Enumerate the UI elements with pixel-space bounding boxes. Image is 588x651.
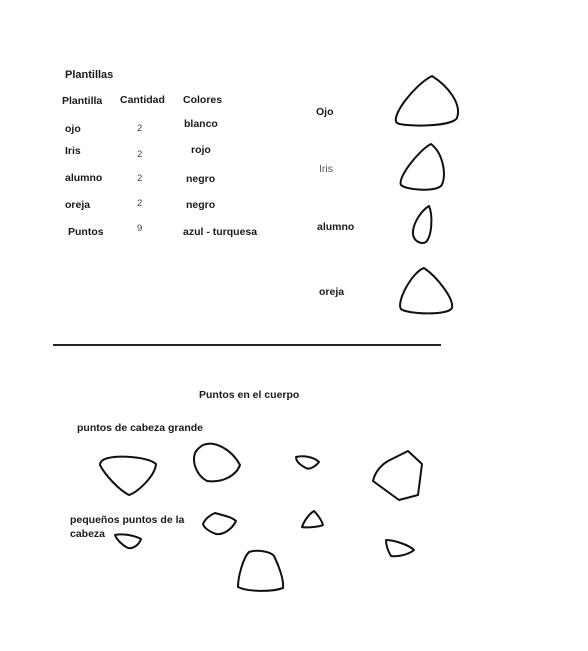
large-head-dot-shape: [238, 551, 283, 591]
body-dots-title: Puntos en el cuerpo: [199, 389, 300, 401]
shape-label-oreja: oreja: [319, 286, 345, 298]
header-template: Plantilla: [62, 95, 103, 107]
row-quantity: 2: [137, 149, 143, 160]
large-head-dot-shape: [100, 457, 156, 495]
row-color: negro: [186, 173, 216, 185]
row-color: blanco: [184, 118, 218, 130]
shape-label-iris: Iris: [319, 163, 333, 175]
large-head-dot-shape: [373, 451, 422, 500]
large-head-dots-label: puntos de cabeza grande: [77, 422, 204, 434]
row-quantity: 2: [137, 198, 143, 209]
pupil-template-shape: [413, 206, 431, 243]
row-name: oreja: [65, 199, 91, 211]
eye-template-shape: [396, 76, 458, 126]
row-quantity: 2: [137, 173, 143, 184]
large-head-dot-shape: [194, 444, 240, 482]
row-name: alumno: [65, 172, 103, 184]
row-color: azul - turquesa: [183, 226, 258, 238]
small-head-dots-label: pequeños puntos de la cabeza: [70, 514, 185, 541]
shape-label-ojo: Ojo: [316, 106, 334, 118]
section-divider: [53, 344, 441, 346]
row-name: Puntos: [68, 226, 104, 238]
small-head-dot-shape: [203, 513, 236, 534]
row-quantity: 9: [137, 223, 143, 234]
large-head-dot-shape: [296, 456, 319, 468]
small-head-dot-shape: [386, 540, 414, 556]
row-name: Iris: [65, 145, 81, 157]
small-head-dot-shape: [302, 511, 323, 527]
header-quantity: Cantidad: [120, 94, 165, 106]
row-color: rojo: [191, 144, 211, 156]
templates-title: Plantillas: [65, 69, 114, 81]
header-colors: Colores: [183, 94, 223, 106]
row-name: ojo: [65, 123, 81, 135]
iris-template-shape: [401, 144, 444, 190]
shape-label-alumno: alumno: [317, 221, 355, 233]
ear-template-shape: [400, 268, 452, 313]
row-color: negro: [186, 199, 216, 211]
row-quantity: 2: [137, 123, 143, 134]
